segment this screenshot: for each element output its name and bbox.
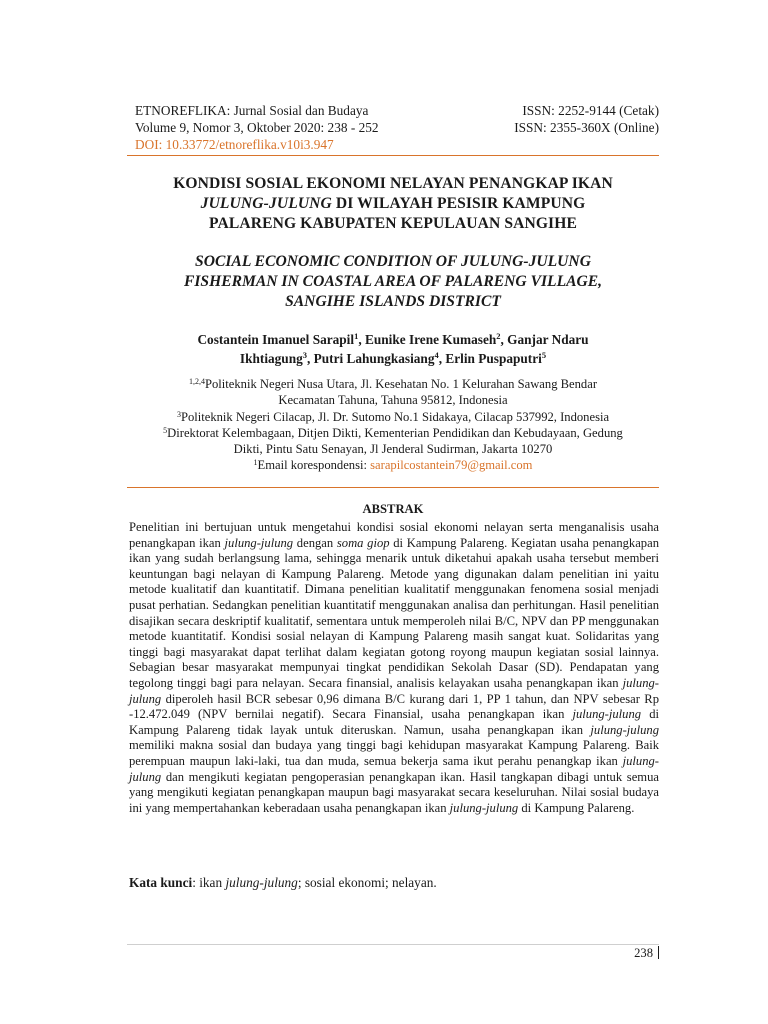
paper-page [127,0,659,1024]
author-list: Costantein Imanuel Sarapil$^1$, Eunike Irene Kumaseh$^2$, Ganjar Ndaru Ikhtiagung$^3$, Putri Lahungkasiang$^4$, Erlin Puspaputri$^5$ [197,331,589,366]
issn-online: ISSN: 2355-360X (Online) [514,120,659,135]
doi-link[interactable]: DOI: 10.33772/etnoreflika.v10i3.947 [135,137,334,152]
journal-header [135,102,659,153]
title-line-3: PALARENG KABUPATEN KEPULAUAN SANGIHE [209,215,577,232]
footer-divider [127,944,659,945]
title-en-line-2: FISHERMAN IN COASTAL AREA OF PALARENG VILLAGE, [183,273,603,290]
title-line-2: JULUNG-JULUNG DI WILAYAH PESISIR KAMPUNG [200,195,586,212]
title-english [127,252,659,312]
title-line-1: KONDISI SOSIAL EKONOMI NELAYAN PENANGKAP IKAN [173,175,613,192]
abstract-heading: ABSTRAK [362,502,424,516]
page-number: 238 [634,946,659,961]
volume-info: Volume 9, Nomor 3, Oktober 2020: 238 - 252 [135,120,379,135]
affiliations: $^{1,2,4}$Politeknik Negeri Nusa Utara, Jl. Kesehatan No. 1 Kelurahan Sawang Bendar Kecamatan Tahuna, Tahuna 95812, Indonesia $^3$Politeknik Negeri Cilacap, Jl. Dr. Sutomo No.1 Sidakaya, Cilacap 537992, Indonesia $^5$Direktorat Kelembagaan, Ditjen Dikti, Kementerian Pendidikan dan Kebudayaan, Gedung Dikti, Pintu Satu Senayan, Jl Jenderal Sudirman, Jakarta 10270 $^1$Email korespondensi: sarapilcostantein79@gmail.com [163,377,623,473]
title-en-line-3: SANGIHE ISLANDS DISTRICT [285,293,501,310]
abstract-body: Penelitian ini bertujuan untuk mengetahui kondisi sosial ekonomi nelayan serta menganalisis usaha penangkapan ikan julung-julung dengan soma giop di Kampung Palareng. Kegiatan usaha penangkapan ikan yang sudah berlangsung lama, sehingga menarik untuk diketahui apakah usaha tersebut memberi keuntungan bagi nelayan di Kampung Palareng. Metode yang digunakan dalam penelitian ini yaitu metode kualitatif dan kuantitatif. Dimana penelitian kualitatif menggunakan fenomena sosial menjadi pusat perhatian. Sedangkan penelitian kuantitatif menggunakan analisa dan perhitungan. Hasil penelitian disajikan secara deskriptif kualitatif, sementara untuk memperoleh nilai B/C, NPV dan PP menggunakan metode kuantitatif. Kondisi sosial nelayan di Kampung Palareng masih sangat kuat. Solidaritas yang tinggi bagi masyarakat dapat terlihat dalam kegiatan gotong royong maupun kegiatan sosial lainnya. Sebagian besar masyarakat mempunyai tingkat pendidikan Sekolah Dasar (SD). Pendapatan yang tegolong tinggi bagi para nelayan. Secara finansial, analisis kelayakan usaha penangkapan ikan julung-julung diperoleh hasil BCR sebesar 0,96 dimana B/C kurang dari 1, PP 1 tahun, dan NPV sebesar Rp -12.472.049 (NPV bernilai negatif). Secara Finansial, usaha penangkapan ikan julung-julung di Kampung Palareng tidak layak untuk diteruskan. Namun, usaha penangkapan ikan julung-julung memiliki makna sosial dan budaya yang tinggi bagi kehidupan masyarakat Kampung Palareng. Baik perempuan maupun laki-laki, tua dan muda, semua bekerja sama ikut perahu penangkap ikan julung-julung dan mengikuti kegiatan pengoperasian penangkapan ikan. Hasil tangkapan dibagi untuk semua yang mengikuti kegiatan penangkapan maupun bagi masyarakat secara keseluruhan. Nilai sosial budaya ini yang mempertahankan keberadaan usaha penangkapan ikan julung-julung di Kampung Palareng. [129,520,659,815]
email-link[interactable]: sarapilcostantein79@gmail.com [370,458,533,473]
issn-print: ISSN: 2252-9144 (Cetak) [522,103,659,118]
keywords: Kata kunci: ikan julung-julung; sosial ekonomi; nelayan. [129,875,437,890]
title-indonesian [127,174,659,234]
journal-name: ETNOREFLIKA: Jurnal Sosial dan Budaya [135,103,369,118]
title-en-line-1: SOCIAL ECONOMIC CONDITION OF JULUNG-JULUNG [195,253,591,270]
affiliation-divider [127,487,659,488]
header-divider [127,155,659,156]
